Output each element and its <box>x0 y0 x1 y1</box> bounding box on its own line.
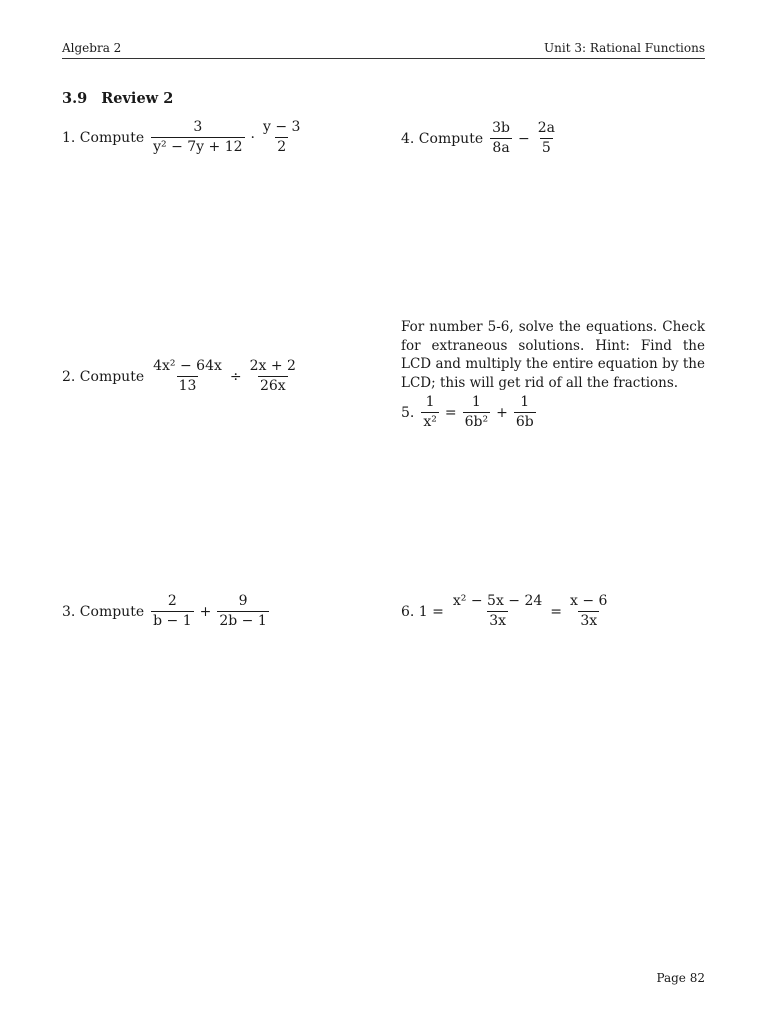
fraction <box>151 594 194 630</box>
denominator: 2 <box>277 139 287 156</box>
equals-sign: = <box>550 603 563 620</box>
denominator: 3x <box>580 613 598 630</box>
operator: − <box>518 130 530 147</box>
operator: ÷ <box>229 368 242 385</box>
problem-3-label: 3. Compute <box>62 603 145 620</box>
numerator: 2 <box>167 593 177 609</box>
denominator: 2b − 1 <box>219 613 267 630</box>
denominator: 6b² <box>464 414 489 431</box>
numerator: x² − 5x − 24 <box>452 593 543 609</box>
fraction <box>217 594 268 630</box>
numerator: 1 <box>425 394 435 410</box>
section-heading <box>62 90 173 107</box>
problem-6 <box>401 594 612 630</box>
problem-4 <box>401 121 560 157</box>
numerator: x − 6 <box>570 593 608 609</box>
problem-4-label: 4. Compute <box>401 130 484 147</box>
operator: + <box>496 404 508 421</box>
fraction <box>568 594 609 630</box>
problem-2-label: 2. Compute <box>62 368 145 385</box>
denominator: y² − 7y + 12 <box>153 139 243 156</box>
numerator: 4x² − 64x <box>153 358 222 374</box>
fraction <box>490 121 512 157</box>
problem-6-label: 6. 1 = <box>401 603 444 620</box>
denominator: 13 <box>178 378 197 395</box>
numerator: 1 <box>471 394 481 410</box>
numerator: 9 <box>238 593 248 609</box>
problem-3 <box>62 594 272 630</box>
denominator: x² <box>423 414 437 431</box>
fraction <box>536 121 557 157</box>
problem-1 <box>62 120 305 156</box>
operator: · <box>250 129 255 146</box>
numerator: 2a <box>537 120 555 136</box>
problem-5-label: 5. <box>401 404 415 421</box>
denominator: 5 <box>541 140 551 157</box>
operator: + <box>199 603 212 620</box>
problem-2 <box>62 359 301 395</box>
numerator: 3b <box>492 120 510 136</box>
numerator: 1 <box>520 394 530 410</box>
numerator: 3 <box>193 119 203 135</box>
section-number: 3.9 <box>62 90 88 107</box>
numerator: y − 3 <box>263 119 301 135</box>
denominator: 26x <box>259 378 286 395</box>
problem-1-label: 1. Compute <box>62 129 145 146</box>
problem-5 <box>401 395 539 431</box>
fraction <box>463 395 490 431</box>
fraction <box>514 395 536 431</box>
fraction <box>151 359 224 395</box>
header-unit: Unit 3: Rational Functions <box>544 41 705 55</box>
header-rule <box>62 58 705 59</box>
instructions-paragraph: For number 5-6, solve the equations. Check for extraneous solutions. Hint: Find the LCD and multiply the entire equation by the LCD; this will get rid of all the fractions. <box>401 319 705 391</box>
denominator: 6b <box>515 414 534 431</box>
header-course: Algebra 2 <box>62 41 122 55</box>
equals-sign: = <box>444 404 457 421</box>
fraction <box>261 120 302 156</box>
section-title: Review 2 <box>101 90 174 107</box>
fraction <box>151 120 244 156</box>
denominator: b − 1 <box>153 613 192 630</box>
fraction <box>248 359 298 395</box>
fraction <box>421 395 439 431</box>
numerator: 2x + 2 <box>249 358 296 374</box>
page-number: Page 82 <box>656 971 705 985</box>
denominator: 3x <box>489 613 506 630</box>
denominator: 8a <box>492 140 510 157</box>
fraction <box>451 594 544 630</box>
